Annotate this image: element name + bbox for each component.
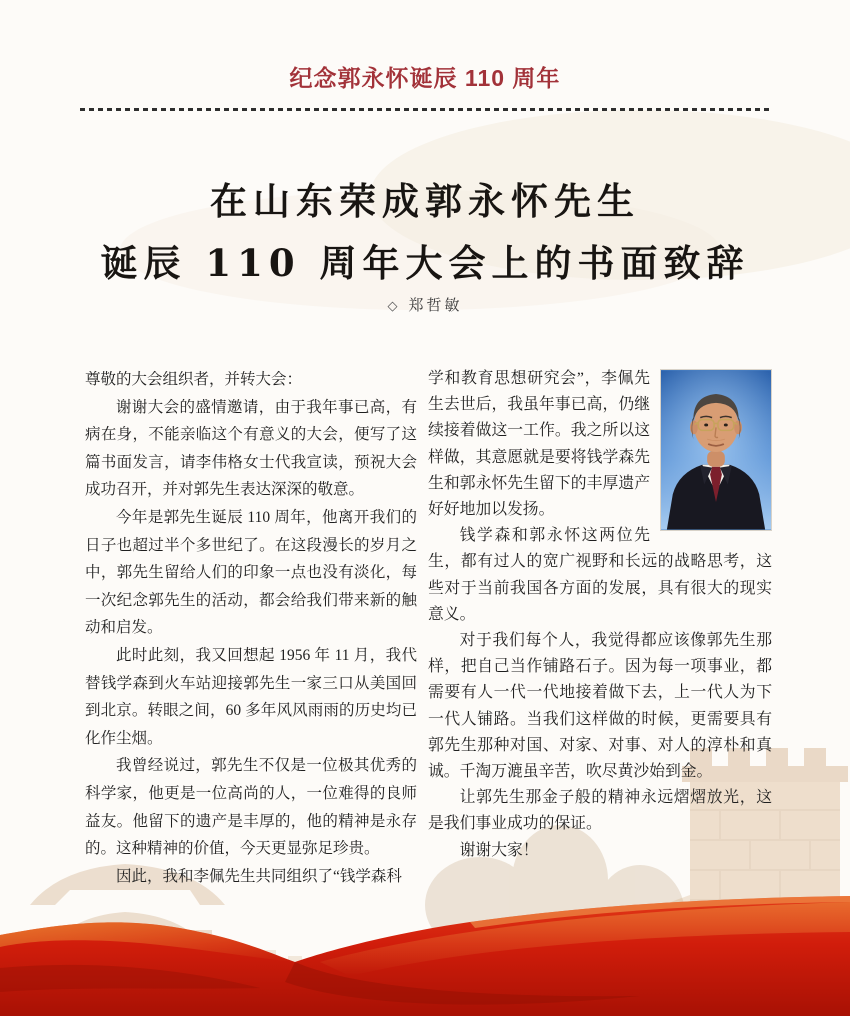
article-title-line2: 诞辰 110 周年大会上的书面致辞 [100, 241, 750, 285]
paragraph: 我曾经说过，郭先生不仅是一位极其优秀的科学家，他更是一位高尚的人，一位难得的良师益友。他留下的遗产是丰厚的，他的精神是永存的。这种精神的价值，今天更显弥足珍贵。 [85, 757, 417, 858]
author-name: 郑哲敏 [408, 296, 463, 314]
paragraph: 此时此刻，我又回想起 1956 年 11 月，我代替钱学森到火车站迎接郭先生一家三口从美国回到北京。转眼之间，60 多年风风雨雨的历史均已化作尘烟。 [85, 646, 417, 747]
left-column [85, 366, 417, 890]
paragraph: 让郭先生那金子般的精神永远熠熠放光，这是我们事业成功的保证。 [428, 789, 772, 833]
author-line [0, 294, 850, 315]
paragraph: 对于我们每个人，我觉得都应该像郭先生那样，把自己当作铺路石子。因为每一项事业，都需要有人一代一代地接着做下去，上一代人为下一代人铺路。当我们这样做的时候，更需要具有郭先生那种对国、对家、对事、对人的淳朴和真诚。千淘万漉虽辛苦，吹尽黄沙始到金。 [428, 632, 772, 781]
paragraph: 钱学森和郭永怀这两位先生，都有过人的宽广视野和长远的战略思考，这些对于当前我国各方面的发展，具有很大的现实意义。 [428, 527, 772, 623]
paragraph: 因此，我和李佩先生共同组织了“钱学森科 [116, 867, 402, 885]
portrait-photo [660, 369, 772, 531]
article-title [0, 170, 850, 294]
section-header: 纪念郭永怀诞辰 110 周年 [289, 65, 561, 91]
paragraph: 谢谢大会的盛情邀请，由于我年事已高，有病在身，不能亲临这个有意义的大会，便写了这篇书面发言，请李伟格女士代我宣读，预祝大会成功召开，并对郭先生表达深深的敬意。 [85, 398, 417, 499]
paragraph: 谢谢大家！ [459, 841, 539, 859]
right-column [428, 366, 772, 864]
article-title-line1: 在山东荣成郭永怀先生 [210, 179, 640, 223]
paragraph: 今年是郭先生诞辰 110 周年，他离开我们的日子也超过半个多世纪了。在这段漫长的岁月之中，郭先生留给人们的印象一点也没有淡化，每一次纪念郭先生的活动，都会给我们带来新的触动和启发。 [85, 508, 417, 637]
dashed-divider [80, 108, 770, 111]
paragraph: 学和教育思想研究会”，李佩先生去世后，我虽年事已高，仍继续接着做这一工作。我之所以这样做，其意愿就是要将钱学森先生和郭永怀先生留下的丰厚遗产好好地加以发扬。 [428, 370, 650, 519]
paragraph: 尊敬的大会组织者，并转大会： [85, 371, 303, 388]
diamond-icon: ◇ [387, 299, 401, 314]
